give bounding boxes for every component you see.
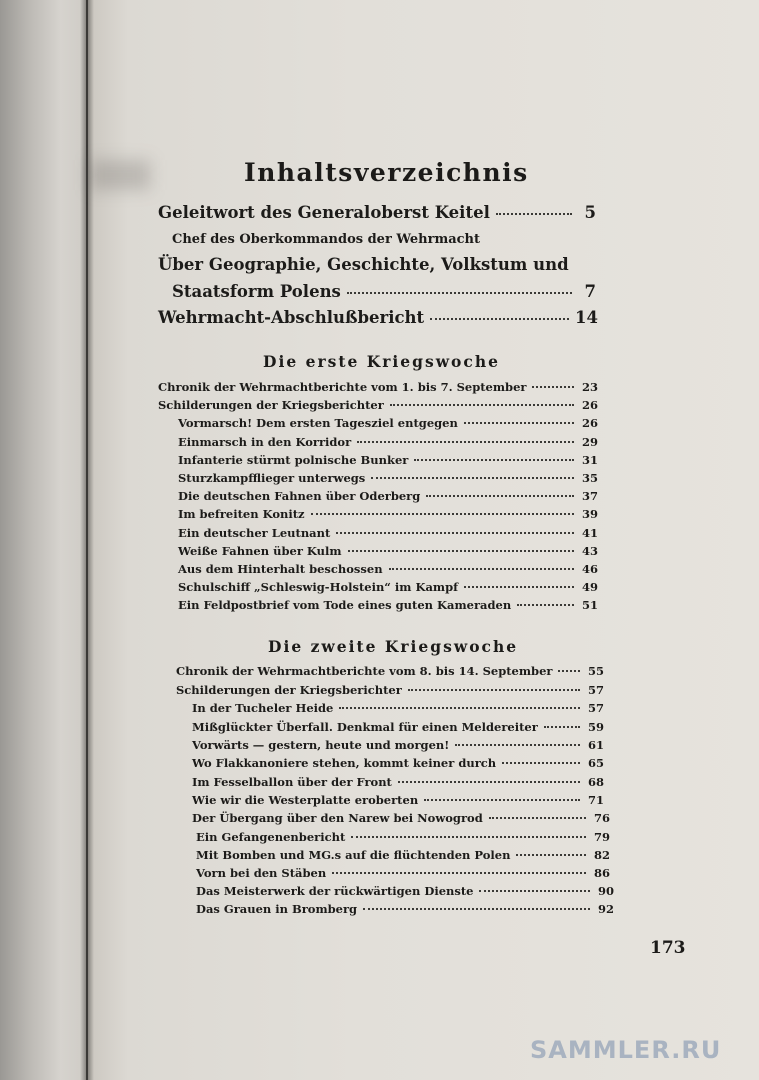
toc-entry-page: 90: [597, 884, 614, 898]
leader-dots: [502, 762, 580, 764]
leader-dots: [464, 586, 574, 588]
toc-entry-page: 14: [575, 308, 598, 327]
toc-entry: [178, 598, 598, 612]
toc-entry-label: Wo Flakkanoniere stehen, kommt keiner durch: [192, 756, 497, 770]
toc-entry: [196, 902, 614, 916]
toc-entry-label: Staatsform Polens: [172, 282, 341, 301]
toc-entry-page: 7: [584, 282, 596, 301]
toc-entry-label: Der Übergang über den Narew bei Nowogrod: [192, 811, 483, 825]
toc-entry: [178, 507, 598, 521]
toc-entry-page: 92: [597, 902, 614, 916]
toc-entry-label: Schilderungen der Kriegsberichter: [176, 683, 402, 697]
toc-entry: [178, 526, 598, 540]
toc-entry: [192, 720, 604, 734]
toc-entry-label: Wie wir die Westerplatte eroberten: [192, 793, 419, 807]
leader-dots: [390, 404, 574, 406]
toc-entry: [178, 435, 598, 449]
toc-entry-page: 59: [587, 720, 604, 734]
leader-dots: [408, 689, 580, 691]
toc-entry-geographie-line2: [172, 282, 596, 301]
leader-dots: [398, 781, 580, 783]
toc-entry-page: 31: [581, 453, 598, 467]
toc-entry-geographie-line1: Über Geographie, Geschichte, Volkstum und: [158, 255, 569, 274]
toc-entry: [192, 738, 604, 752]
toc-entry-page: 26: [581, 398, 598, 412]
leader-dots: [544, 726, 580, 728]
leader-dots: [558, 670, 580, 672]
section-heading-second-week: Die zweite Kriegswoche: [268, 637, 519, 656]
leader-dots: [348, 550, 574, 552]
toc-entry-page: 26: [581, 416, 598, 430]
toc-entry-label: Im befreiten Konitz: [178, 507, 305, 521]
toc-entry-label: Vorn bei den Stäben: [196, 866, 327, 880]
leader-dots: [424, 799, 580, 801]
leader-dots: [311, 513, 574, 515]
toc-entry-label: Vorwärts — gestern, heute und morgen!: [192, 738, 450, 752]
leader-dots: [347, 292, 572, 294]
toc-entry: [192, 793, 604, 807]
toc-entry-label: Sturzkampfflieger unterwegs: [178, 471, 366, 485]
toc-entry-page: 39: [581, 507, 598, 521]
toc-entry-label: Schilderungen der Kriegsberichter: [158, 398, 384, 412]
toc-entry: [178, 416, 598, 430]
toc-entry-page: 43: [581, 544, 598, 558]
book-spine: [0, 0, 86, 1080]
toc-entry: [192, 811, 610, 825]
toc-entry: [178, 471, 598, 485]
toc-entry-page: 71: [587, 793, 604, 807]
toc-entry: [178, 580, 598, 594]
toc-entry-page: 51: [581, 598, 598, 612]
toc-entry-label: Chronik der Wehrmachtberichte vom 1. bis 7. September: [158, 380, 527, 394]
leader-dots: [414, 459, 574, 461]
toc-entry: [196, 866, 610, 880]
leader-dots: [517, 604, 574, 606]
toc-entry-page: 35: [581, 471, 598, 485]
page-number: 173: [650, 938, 686, 958]
toc-entry-page: 61: [587, 738, 604, 752]
toc-entry-page: 82: [593, 848, 610, 862]
leader-dots: [332, 872, 586, 874]
toc-entry: [178, 562, 598, 576]
page-title: Inhaltsverzeichnis: [244, 158, 529, 187]
toc-entry-page: 49: [581, 580, 598, 594]
toc-entry-geleitwort: [158, 203, 596, 222]
toc-entry-abschlussbericht: [158, 308, 598, 327]
toc-entry-page: 37: [581, 489, 598, 503]
toc-entry-page: 5: [584, 203, 596, 222]
leader-dots: [516, 854, 586, 856]
leader-dots: [357, 441, 574, 443]
leader-dots: [426, 495, 574, 497]
toc-entry-label: Einmarsch in den Korridor: [178, 435, 352, 449]
toc-entry-page: 46: [581, 562, 598, 576]
leader-dots: [430, 318, 569, 320]
leader-dots: [389, 568, 574, 570]
toc-entry: [158, 380, 598, 394]
toc-entry-label: Vormarsch! Dem ersten Tagesziel entgegen: [178, 416, 458, 430]
toc-entry: [158, 398, 598, 412]
toc-entry: [192, 701, 604, 715]
toc-entry-label: Mit Bomben und MG.s auf die flüchtenden Polen: [196, 848, 511, 862]
toc-entry-label: Schulschiff „Schleswig-Holstein“ im Kampf: [178, 580, 459, 594]
toc-entry-label: Im Fesselballon über der Front: [192, 775, 392, 789]
toc-entry-label: In der Tucheler Heide: [192, 701, 334, 715]
toc-entry-label: Mißglückter Überfall. Denkmal für einen Meldereiter: [192, 720, 538, 734]
toc-entry-page: 86: [593, 866, 610, 880]
leader-dots: [464, 422, 574, 424]
toc-entry: [178, 489, 598, 503]
leader-dots: [532, 386, 574, 388]
toc-entry-label: Chronik der Wehrmachtberichte vom 8. bis 14. September: [176, 664, 553, 678]
toc-entry-label: Aus dem Hinterhalt beschossen: [178, 562, 383, 576]
leader-dots: [336, 532, 574, 534]
toc-entry-label: Ein deutscher Leutnant: [178, 526, 331, 540]
leader-dots: [363, 908, 590, 910]
toc-entry-page: 68: [587, 775, 604, 789]
toc-entry: [178, 453, 598, 467]
toc-entry-page: 41: [581, 526, 598, 540]
section-heading-first-week: Die erste Kriegswoche: [263, 352, 500, 371]
toc-entry-label: Ein Gefangenenbericht: [196, 830, 346, 844]
toc-entry-page: 65: [587, 756, 604, 770]
toc-entry-page: 76: [593, 811, 610, 825]
toc-entry-page: 23: [581, 380, 598, 394]
page-bleed-shadow: [90, 160, 150, 190]
toc-entry: [176, 683, 604, 697]
leader-dots: [455, 744, 580, 746]
toc-entry: [192, 775, 604, 789]
leader-dots: [479, 890, 590, 892]
leader-dots: [496, 213, 572, 215]
toc-entry-label: Weiße Fahnen über Kulm: [178, 544, 342, 558]
toc-entry-page: 55: [587, 664, 604, 678]
gutter-shadow: [80, 0, 94, 1080]
toc-entry: [176, 664, 604, 678]
toc-entry: [196, 830, 610, 844]
leader-dots: [351, 836, 586, 838]
toc-entry-subtitle: Chef des Oberkommandos der Wehrmacht: [172, 232, 480, 247]
toc-entry: [196, 848, 610, 862]
leader-dots: [489, 817, 586, 819]
toc-entry-page: 29: [581, 435, 598, 449]
toc-entry-page: 79: [593, 830, 610, 844]
toc-entry-label: Geleitwort des Generaloberst Keitel: [158, 203, 490, 222]
toc-entry-label: Die deutschen Fahnen über Oderberg: [178, 489, 421, 503]
leader-dots: [371, 477, 574, 479]
toc-entry-page: 57: [587, 701, 604, 715]
leader-dots: [339, 707, 580, 709]
toc-entry: [178, 544, 598, 558]
toc-entry: [192, 756, 604, 770]
watermark: SAMMLER.RU: [530, 1036, 722, 1064]
toc-entry-label: Infanterie stürmt polnische Bunker: [178, 453, 409, 467]
toc-entry-label: Ein Feldpostbrief vom Tode eines guten Kameraden: [178, 598, 512, 612]
toc-entry: [196, 884, 614, 898]
toc-entry-label: Wehrmacht-Abschlußbericht: [158, 308, 425, 327]
toc-entry-label: Das Grauen in Bromberg: [196, 902, 358, 916]
toc-entry-page: 57: [587, 683, 604, 697]
toc-entry-label: Das Meisterwerk der rückwärtigen Dienste: [196, 884, 474, 898]
